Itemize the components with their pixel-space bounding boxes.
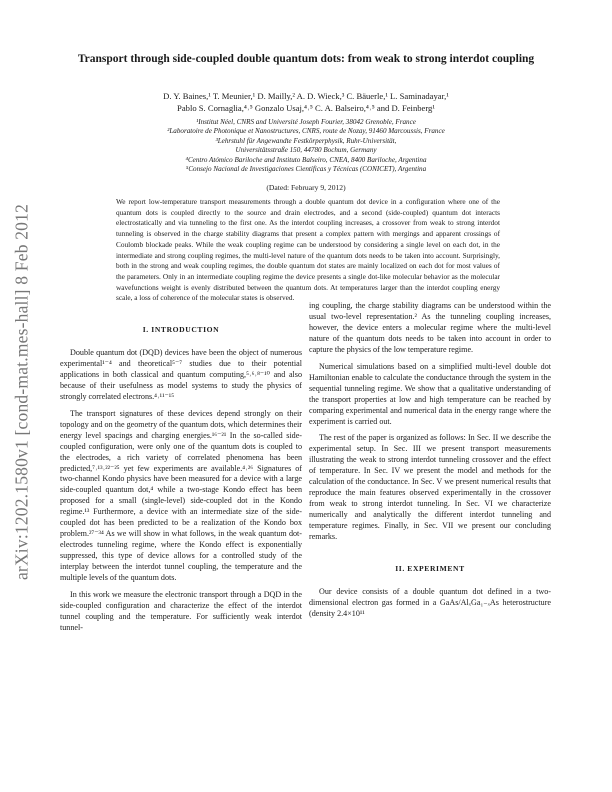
abstract: We report low-temperature transport measurements through a double quantum dot device in a configuration where one of the quantum dots is coupled directly to the source and drain electrodes, and a second (side-coupled) quantum dot interacts electrostatically and via tunneling to the first one. As the interdot coupling increases, a crossover from weak to strong interdot tunneling is observed in the charge stability diagrams that present a complex pattern with mergings and apparent crossings of Coulomb blockade peaks. While the weak coupling regime can be understood by considering a single level on each dot, in the intermediate and strong coupling regimes, the multi-level nature of the quantum dots needs to be taken into account. Surprisingly, both in the strong and weak coupling regimes, the double quantum dot states are mainly localized on each dot for most values of the parameters. Only in an intermediate coupling regime the device presents a single dot-like molecular behavior as the molecular wavefunctions weight is evenly distributed between the quantum dots. At temperatures larger than the interdot coupling energy scale, a loss of coherence of the molecular states is observed. — [116, 197, 500, 303]
section-heading-introduction: I. INTRODUCTION — [142, 325, 220, 334]
right-column — [309, 301, 551, 620]
left-column — [60, 325, 302, 634]
affiliation-5: ⁵Consejo Nacional de Investigaciones Científicas y Técnicas (CONICET), Argentina — [185, 165, 427, 174]
arxiv-identifier: arXiv:1202.1580v1 [cond-mat.mes-hall] 8 Feb 2012 — [11, 203, 32, 581]
intro-paragraph-6: The rest of the paper is organized as follows: In Sec. II we describe the experimental setup. In Sec. III we present transport measurements illustrating the weak to strong interdot tunneling crossover and the effect of temperature. In Sec. IV we present the model and methods for the calculation of the conductance. In Sec. V we present numerical results that reproduce the main features observed experimentally in the crossover from weak to strong interdot tunneling. In Sec. VI we characterize numerically and analytically the different interdot tunneling and temperature regimes. Finally, in Sec. VII we present our concluding remarks. — [309, 433, 551, 542]
arxiv-stamp — [4, 165, 40, 620]
date-line: (Dated: February 9, 2012) — [266, 183, 346, 192]
authors-line-2: Pablo S. Cornaglia,⁴˒⁵ Gonzalo Usaj,⁴˒⁵ C. A. Balseiro,⁴˒⁵ and D. Feinberg¹ — [177, 103, 435, 113]
intro-paragraph-4: ing coupling, the charge stability diagrams can be understood within the usual two-level representation.² As the tunneling coupling increases, however, the device enters a molecular regime where the multi-level nature of the quantum dots needs to be taken into account in order to capture the physics of the low temperature regime. — [309, 301, 551, 354]
authors-line-1: D. Y. Baines,¹ T. Meunier,¹ D. Mailly,² A. D. Wieck,³ C. Bäuerle,¹ L. Saminadayar,¹ — [163, 91, 449, 101]
affiliation-4: ⁴Centro Atómico Bariloche and Instituto Balseiro, CNEA, 8400 Bariloche, Argentina — [185, 155, 427, 164]
intro-paragraph-1: Double quantum dot (DQD) devices have been the object of numerous experimental¹⁻⁴ and theoretical⁵⁻⁷ studies due to their potential applications in both classical and quantum computing,⁵˒⁶˒⁸⁻¹⁰ and also because of their usefulness as model systems to study the physics of strongly correlated electrons.⁴˒¹¹⁻¹⁵ — [60, 348, 302, 401]
experiment-paragraph-1: Our device consists of a double quantum dot defined in a two-dimensional electron gas formed in a GaAs/AlₓGa₁₋ₓAs heterostructure (density 2.4×10¹¹ — [309, 587, 551, 618]
affiliation-3: ³Lehrstuhl für Angewandte Festkörperphysik, Ruhr-Universität, — [215, 136, 397, 145]
intro-paragraph-3: In this work we measure the electronic transport through a DQD in the side-coupled configuration and characterize the effect of the interdot tunnel coupling and the temperature. For sufficiently weak interdot tunnel- — [60, 590, 302, 632]
affiliation-1: ¹Institut Néel, CNRS and Université Joseph Fourier, 38042 Grenoble, France — [196, 118, 416, 126]
intro-paragraph-5: Numerical simulations based on a simplified multi-level double dot Hamiltonian enable to calculate the conductance through the system in the sequential tunneling regime. We show that a qualitative understanding of the transport properties at low and high temperature can be reached by comparing experimental and numerical data in the energy range where the experiment is carried out. — [309, 361, 551, 426]
affiliation-2: ²Laboratoire de Photonique et Nanostructures, CNRS, route de Nozay, 91460 Marcoussis, France — [167, 127, 445, 136]
affiliations — [60, 118, 552, 174]
author-list — [60, 90, 552, 114]
section-heading-experiment: II. EXPERIMENT — [395, 564, 465, 574]
intro-paragraph-2: The transport signatures of these devices depend strongly on their topology and on the geometry of the quantum dots, which determines their energy level spacings and charging energies.¹⁶⁻²¹ In the so-called side-coupled configuration, were only one of the quantum dots is coupled to the electrodes, a rich variety of correlated phenomena has been predicted,⁷˒¹³˒²²⁻²⁵ yet few experiments are available.⁴˒²⁶ Signatures of two-channel Kondo physics have been measured for a device with a large side-coupled quantum dot,⁴ while a two-stage Kondo effect has been proposed for a small (single-level) side-coupled dot in the Kondo regime.¹³ Furthermore, a device with an intermediate size of the side-coupled dot has been predicted to be a realization of the Kondo box problem.²⁷⁻³⁴ As we will show in what follows, in the weak quantum dot-electrodes tunneling regime, where the Kondo effect is exponentially suppressed, this type of device allows for a controlled study of the interplay between the interdot tunnel coupling, the temperature and the multiple levels of the quantum dots. — [60, 408, 302, 583]
paper-title: Transport through side-coupled double quantum dots: from weak to strong interdot coupling — [77, 53, 535, 65]
affiliation-3-address: Universitätsstraße 150, 44780 Bochum, Germany — [235, 146, 377, 155]
